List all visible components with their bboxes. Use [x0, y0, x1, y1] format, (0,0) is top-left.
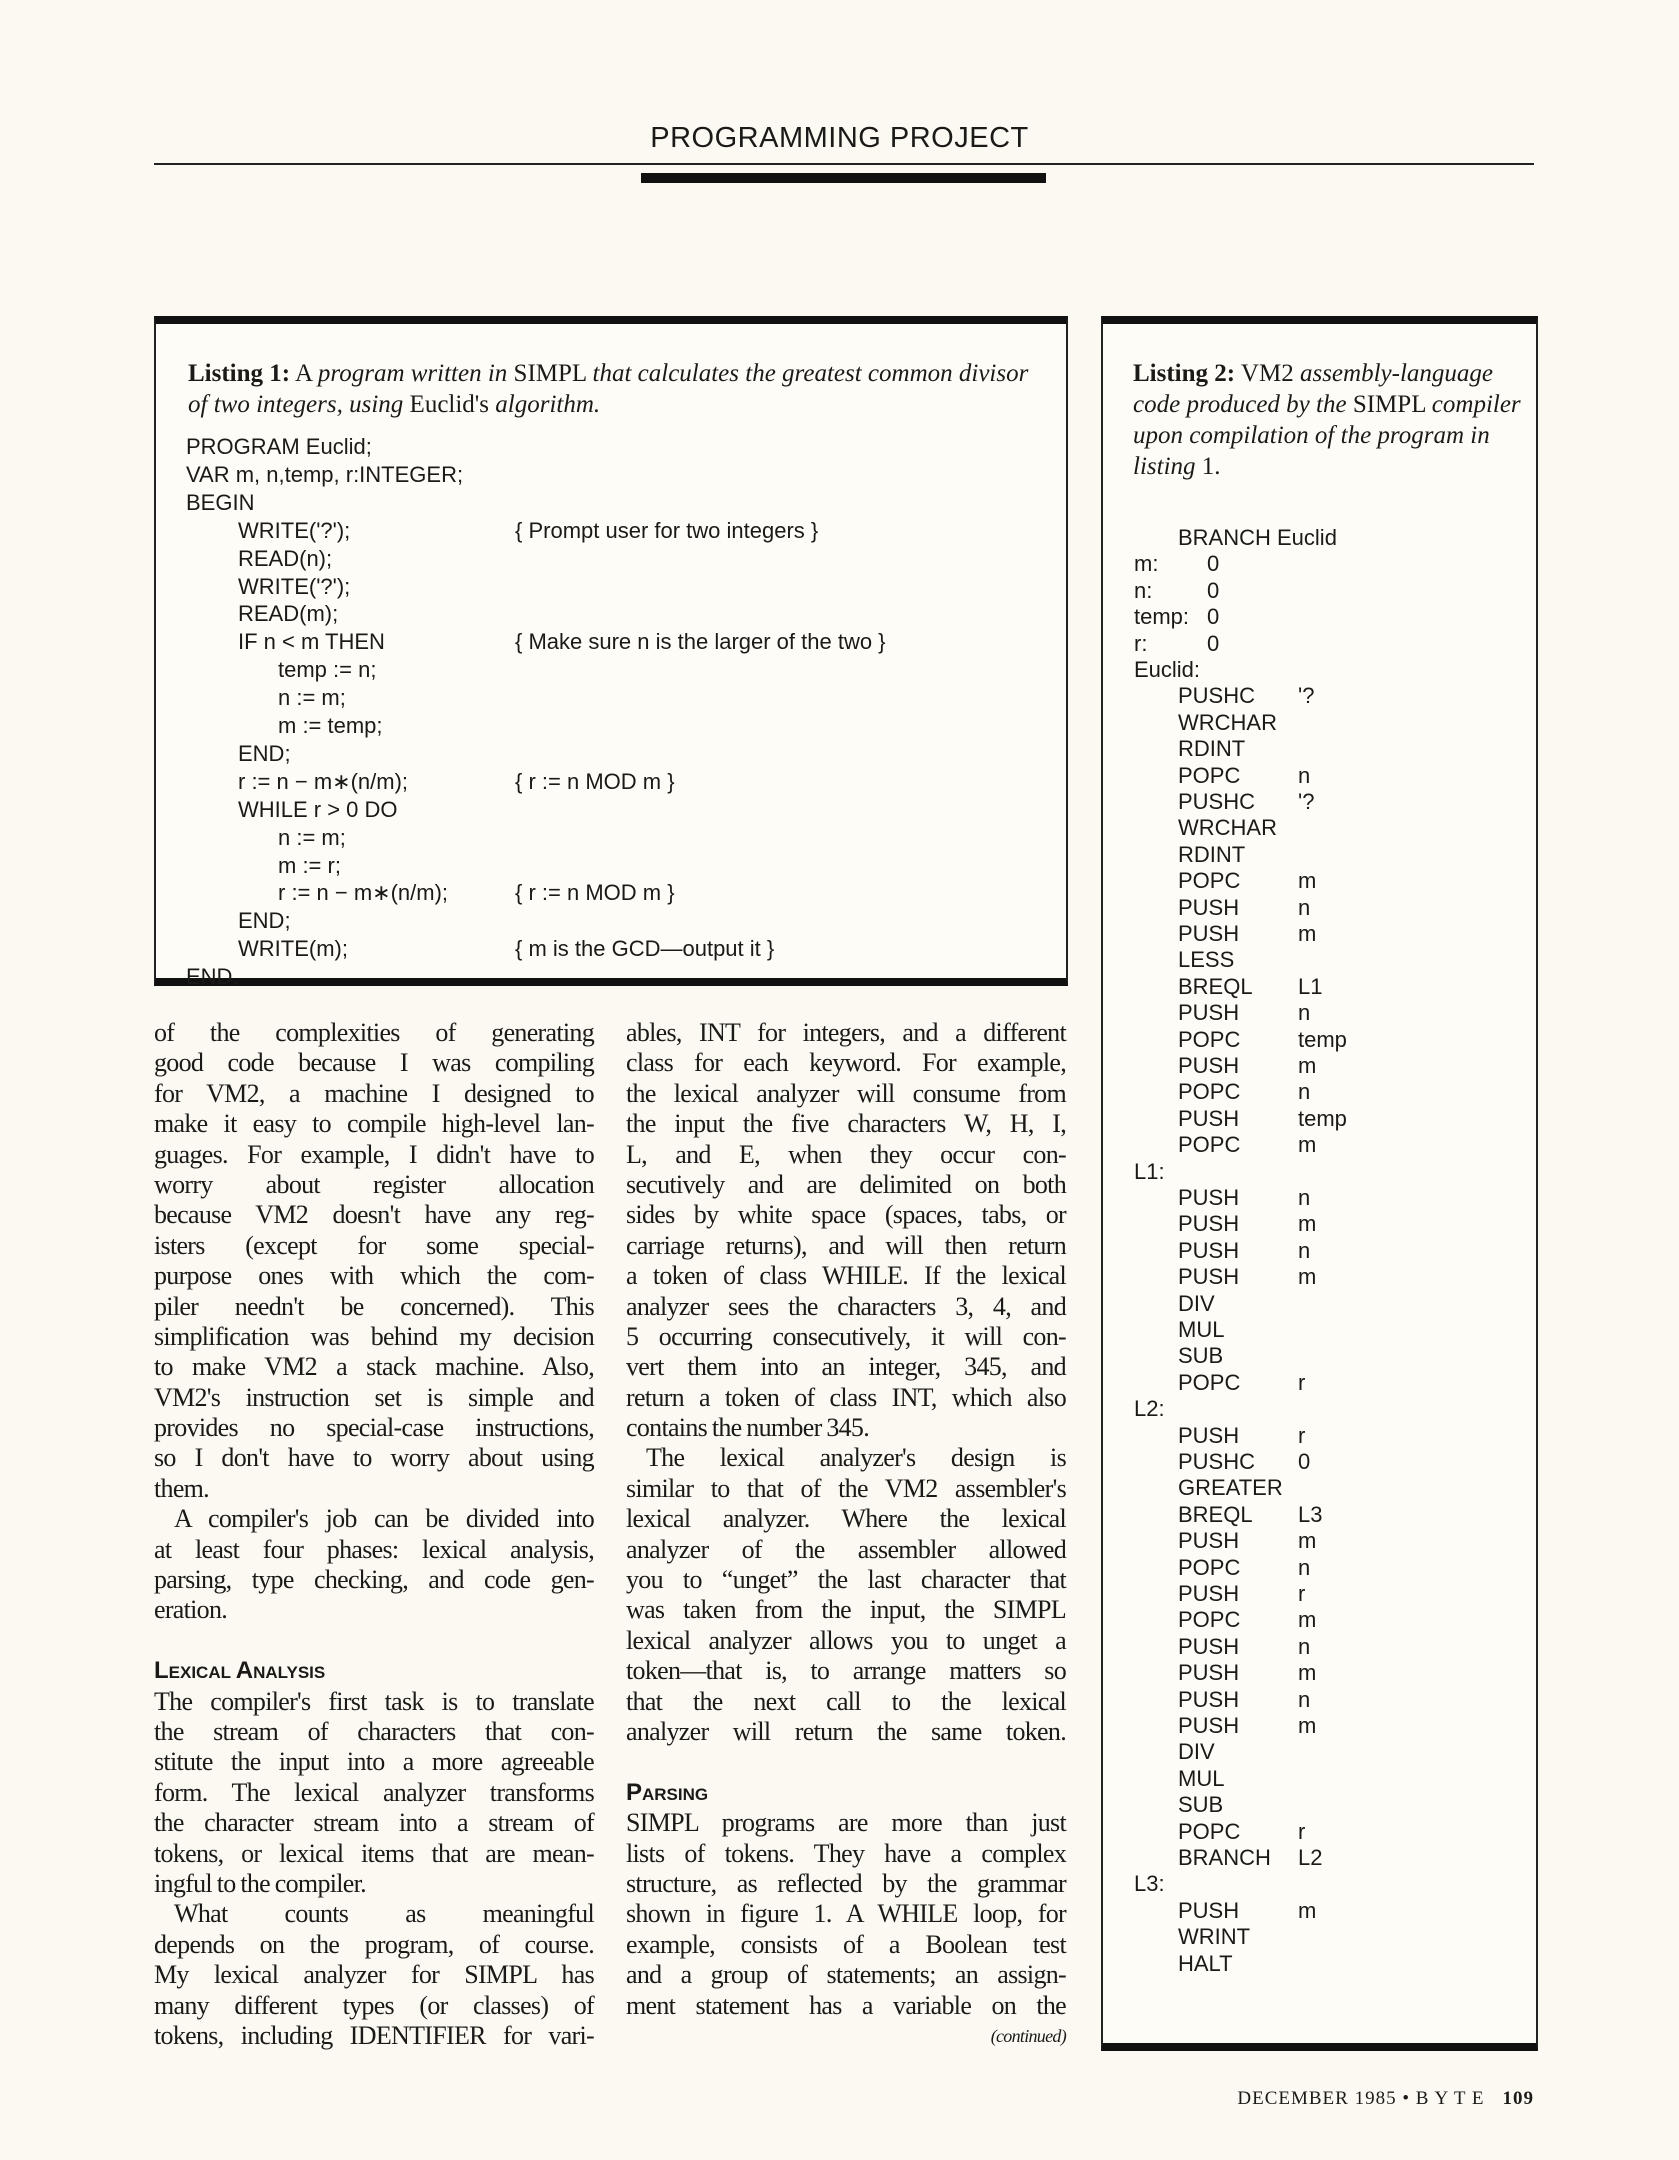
code-comment: { m is the GCD—output it }	[515, 936, 775, 962]
text-line: The compiler's first task is to translate	[154, 1686, 594, 1716]
text-line: carriage returns), and will then return	[626, 1230, 1066, 1260]
section-heading: Parsing	[626, 1778, 709, 1806]
asm-opcode: LESS	[1178, 947, 1235, 973]
caption-label: Listing 1:	[188, 360, 291, 387]
asm-operand: '?	[1298, 683, 1315, 709]
asm-operand: r	[1298, 1818, 1306, 1844]
asm-opcode: POPC	[1178, 1607, 1241, 1633]
asm-operand: r	[1298, 1581, 1306, 1606]
asm-operand: m	[1298, 1264, 1317, 1290]
code-text: temp := n;	[278, 657, 377, 683]
text-line: eration.	[154, 1595, 228, 1625]
asm-opcode: SUB	[1178, 1792, 1224, 1818]
body-column-2	[626, 1018, 1066, 2051]
code-text: READ(n);	[238, 545, 333, 571]
asm-opcode: PUSH	[1178, 1897, 1240, 1923]
running-head: PROGRAMMING PROJECT	[650, 122, 1029, 154]
asm-operand: '?	[1298, 789, 1315, 814]
asm-opcode: POPC	[1178, 1818, 1241, 1844]
asm-operand: n	[1298, 1633, 1311, 1659]
text-line: My lexical analyzer for SIMPL has	[154, 1960, 594, 1990]
text-line: ables, INT for integers, and a different	[626, 1018, 1066, 1047]
code-comment: { r := n MOD m }	[515, 768, 675, 794]
asm-opcode: DIV	[1178, 1739, 1215, 1765]
asm-operand: m	[1298, 868, 1317, 894]
asm-opcode: PUSHC	[1178, 1449, 1256, 1474]
text-line: purpose ones with which the com-	[154, 1261, 594, 1291]
code-text: r := n − m∗(n/m);	[278, 880, 449, 906]
text-line: you to “unget” the last character that	[626, 1565, 1066, 1595]
asm-opcode: PUSH	[1178, 1686, 1240, 1712]
text-line: that the next call to the lexical	[626, 1686, 1066, 1716]
asm-opcode: POPC	[1178, 1026, 1241, 1052]
text-line: L, and E, when they occur con-	[626, 1139, 1066, 1169]
code-text: m := r;	[278, 852, 341, 878]
asm-opcode: PUSH	[1178, 1660, 1240, 1686]
text-line: piler needn't be concerned). This	[154, 1291, 594, 1321]
asm-opcode: PUSH	[1178, 1211, 1240, 1237]
text-line	[626, 1747, 1066, 1777]
code-comment: { Prompt user for two integers }	[515, 517, 819, 543]
asm-opcode: POPC	[1178, 868, 1241, 894]
asm-label: m:	[1134, 551, 1159, 577]
asm-opcode: PUSH	[1178, 1264, 1240, 1290]
asm-operand: L1	[1298, 973, 1323, 999]
asm-opcode: PUSH	[1178, 1528, 1240, 1554]
asm-operand: 0	[1207, 551, 1220, 577]
text-line: a token of class WHILE. If the lexical	[626, 1261, 1066, 1291]
asm-opcode: PUSH	[1178, 921, 1240, 946]
caption-text: VM2	[1240, 360, 1294, 387]
asm-operand: m	[1298, 1897, 1317, 1923]
asm-operand: n	[1298, 762, 1311, 788]
header-bar	[641, 173, 1046, 183]
text-line: many different types (or classes) of	[154, 1990, 594, 2020]
asm-label: Euclid:	[1134, 657, 1201, 682]
caption-text: assembly-language code produced by the	[1133, 360, 1493, 418]
text-line	[154, 1626, 594, 1656]
asm-operand: m	[1298, 1528, 1317, 1554]
asm-opcode: PUSHC	[1178, 683, 1256, 709]
caption-text: Euclid's	[409, 391, 490, 418]
continued-note: (continued)	[990, 2025, 1066, 2046]
asm-opcode: GREATER	[1178, 1475, 1283, 1501]
text-line: the stream of characters that con-	[154, 1716, 594, 1746]
text-line: tokens, including IDENTIFIER for vari-	[154, 2020, 594, 2050]
text-line: analyzer sees the characters 3, 4, and	[626, 1291, 1066, 1321]
text-line: What counts as meaningful	[174, 1899, 594, 1929]
page-footer	[1237, 2088, 1534, 2110]
asm-opcode: BREQL	[1178, 1501, 1253, 1527]
caption-text: that calculates the greatest common divisor of two integers, using	[188, 360, 1029, 418]
asm-opcode: PUSH	[1178, 1713, 1240, 1738]
asm-label: L2:	[1134, 1396, 1165, 1422]
code-text: WRITE(m);	[238, 936, 348, 962]
asm-opcode: BRANCH	[1178, 1845, 1271, 1870]
text-line: for VM2, a machine I designed to	[154, 1078, 594, 1108]
code-text: VAR m, n,temp, r:INTEGER;	[186, 461, 464, 487]
asm-operand: m	[1298, 1713, 1317, 1738]
caption-text: 1.	[1201, 453, 1221, 480]
text-line: similar to that of the VM2 assembler's	[626, 1473, 1066, 1503]
text-line: token—that is, to arrange matters so	[626, 1656, 1066, 1686]
text-line: was taken from the input, the SIMPL	[626, 1595, 1066, 1625]
text-line: VM2's instruction set is simple and	[154, 1382, 594, 1412]
asm-operand: n	[1298, 1000, 1311, 1026]
asm-opcode: BREQL	[1178, 973, 1253, 999]
asm-opcode: POPC	[1178, 1369, 1241, 1395]
asm-opcode: POPC	[1178, 1132, 1241, 1158]
asm-opcode: POPC	[1178, 762, 1241, 788]
text-line: isters (except for some special-	[154, 1230, 594, 1260]
footer-issue: DECEMBER 1985 • B Y T E	[1237, 2088, 1485, 2109]
code-text: READ(m);	[238, 601, 339, 627]
asm-opcode: MUL	[1178, 1765, 1225, 1791]
asm-opcode: RDINT	[1178, 736, 1246, 762]
code-text: n := m;	[278, 685, 346, 711]
body-column-1	[154, 1018, 594, 2051]
page-number: 109	[1502, 2088, 1534, 2109]
text-line: ment statement has a variable on the	[626, 1990, 1066, 2020]
asm-operand: m	[1298, 1660, 1317, 1686]
asm-operand: n	[1298, 1686, 1311, 1712]
asm-opcode: POPC	[1178, 1554, 1241, 1580]
text-line: analyzer of the assembler allowed	[626, 1534, 1066, 1564]
text-line: lists of tokens. They have a complex	[626, 1838, 1066, 1868]
asm-operand: n	[1298, 1185, 1311, 1210]
asm-label: n:	[1134, 577, 1153, 603]
text-line: lexical analyzer. Where the lexical	[626, 1504, 1066, 1534]
text-line: parsing, type checking, and code gen-	[154, 1565, 594, 1595]
asm-operand: m	[1298, 1211, 1317, 1237]
text-line: guages. For example, I didn't have to	[154, 1139, 594, 1169]
asm-opcode: PUSH	[1178, 1422, 1240, 1448]
text-line: good code because I was compiling	[154, 1048, 594, 1078]
asm-operand: L2	[1298, 1845, 1323, 1870]
asm-operand: m	[1298, 1607, 1317, 1633]
text-line: at least four phases: lexical analysis,	[154, 1534, 594, 1564]
listing-1-caption	[188, 358, 1048, 420]
text-line: structure, as reflected by the grammar	[626, 1868, 1066, 1898]
text-line: the input the five characters W, H, I,	[626, 1109, 1066, 1139]
caption-text: SIMPL	[1352, 391, 1426, 418]
section-heading: Lexical Analysis	[154, 1657, 326, 1685]
text-line: 5 occurring consecutively, it will con-	[626, 1321, 1066, 1351]
text-line: class for each keyword. For example,	[626, 1048, 1066, 1078]
text-line: A compiler's job can be divided into	[174, 1504, 594, 1534]
code-text: WRITE('?');	[238, 573, 351, 599]
code-text: END;	[238, 740, 291, 766]
asm-operand: n	[1298, 1554, 1311, 1580]
text-line: shown in figure 1. A WHILE loop, for	[626, 1899, 1066, 1929]
text-line: form. The lexical analyzer transforms	[154, 1777, 594, 1807]
text-line: to make VM2 a stack machine. Also,	[154, 1352, 594, 1382]
code-text: END;	[238, 908, 291, 934]
asm-opcode: WRINT	[1178, 1924, 1251, 1950]
asm-opcode: PUSH	[1178, 1633, 1240, 1659]
caption-text: compiler upon compilation of the program in listing	[1133, 391, 1521, 480]
code-text: r := n − m∗(n/m);	[238, 768, 409, 794]
asm-operand: 0	[1298, 1449, 1311, 1474]
code-text: n := m;	[278, 824, 346, 850]
text-line: The lexical analyzer's design is	[646, 1443, 1066, 1473]
text-line: the character stream into a stream of	[154, 1808, 594, 1838]
asm-operand: m	[1298, 1053, 1317, 1078]
listing-2-box	[1101, 316, 1538, 2051]
listing-2-caption	[1133, 358, 1523, 482]
asm-opcode: RDINT	[1178, 841, 1246, 867]
text-line: return a token of class INT, which also	[626, 1382, 1066, 1412]
asm-opcode: PUSH	[1178, 1185, 1240, 1210]
asm-operand: 0	[1207, 630, 1220, 656]
text-line: stitute the input into a more agreeable	[154, 1747, 594, 1777]
asm-operand: temp	[1298, 1105, 1347, 1131]
text-line: so I don't have to worry about using	[154, 1443, 594, 1473]
code-comment: { r := n MOD m }	[515, 880, 675, 906]
text-line: simplification was behind my decision	[154, 1321, 594, 1351]
asm-operand: n	[1298, 1237, 1311, 1263]
asm-opcode: POPC	[1178, 1079, 1241, 1105]
asm-label: L1:	[1134, 1158, 1165, 1184]
code-text: m := temp;	[278, 713, 383, 738]
code-text: WHILE r > 0 DO	[238, 796, 398, 822]
code-text: WRITE('?');	[238, 517, 351, 543]
text-line: example, consists of a Boolean test	[626, 1929, 1066, 1959]
text-line: vert them into an integer, 345, and	[626, 1352, 1066, 1382]
text-line: secutively and are delimited on both	[626, 1169, 1066, 1199]
asm-opcode: PUSH	[1178, 1581, 1240, 1606]
text-line: make it easy to compile high-level lan-	[154, 1109, 594, 1139]
text-line: lexical analyzer allows you to unget a	[626, 1625, 1066, 1655]
asm-label: L3:	[1134, 1871, 1165, 1897]
caption-text: algorithm.	[495, 391, 601, 418]
text-line: worry about register allocation	[154, 1169, 594, 1199]
caption-text: program written in	[317, 360, 508, 387]
asm-operand: m	[1298, 1132, 1317, 1158]
text-line: them.	[154, 1473, 209, 1503]
text-line: of the complexities of generating	[154, 1018, 594, 1047]
text-line: provides no special-case instructions,	[154, 1413, 594, 1443]
code-text: BEGIN	[186, 489, 255, 515]
asm-opcode: WRCHAR	[1178, 709, 1277, 735]
asm-opcode: PUSHC	[1178, 789, 1256, 814]
asm-operand: 0	[1207, 577, 1220, 603]
caption-label: Listing 2:	[1133, 360, 1236, 387]
code-text: END.	[186, 964, 239, 990]
text-line: tokens, or lexical items that are mean-	[154, 1838, 594, 1868]
asm-operand: temp	[1298, 1026, 1347, 1052]
text-line: contains the number 345.	[626, 1413, 870, 1443]
code-text: PROGRAM Euclid;	[186, 434, 372, 459]
caption-text: A	[294, 360, 312, 387]
asm-opcode: PUSH	[1178, 1105, 1240, 1131]
asm-operand: L3	[1298, 1501, 1323, 1527]
text-line: SIMPL programs are more than just	[626, 1808, 1066, 1838]
asm-opcode: PUSH	[1178, 1000, 1240, 1026]
code-text: IF n < m THEN	[238, 629, 385, 655]
asm-opcode: BRANCH Euclid	[1178, 525, 1337, 550]
text-line: because VM2 doesn't have any reg-	[154, 1200, 594, 1230]
asm-operand: n	[1298, 894, 1311, 920]
text-line: ingful to the compiler.	[154, 1868, 366, 1898]
code-comment: { Make sure n is the larger of the two }	[515, 629, 886, 655]
asm-label: r:	[1134, 630, 1148, 656]
asm-opcode: PUSH	[1178, 894, 1240, 920]
listing-1-box	[154, 316, 1068, 990]
asm-operand: m	[1298, 921, 1317, 946]
text-line: analyzer will return the same token.	[626, 1716, 1066, 1746]
asm-operand: n	[1298, 1079, 1311, 1105]
asm-opcode: HALT	[1178, 1950, 1233, 1976]
asm-operand: 0	[1207, 604, 1220, 630]
text-line: sides by white space (spaces, tabs, or	[626, 1200, 1066, 1230]
asm-opcode: DIV	[1178, 1290, 1215, 1316]
header-rule	[154, 163, 1534, 165]
asm-operand: r	[1298, 1422, 1306, 1448]
asm-operand: r	[1298, 1369, 1306, 1395]
asm-opcode: SUB	[1178, 1343, 1224, 1369]
caption-text: SIMPL	[513, 360, 587, 387]
asm-opcode: WRCHAR	[1178, 815, 1277, 841]
asm-opcode: PUSH	[1178, 1237, 1240, 1263]
text-line: depends on the program, of course.	[154, 1929, 594, 1959]
asm-opcode: PUSH	[1178, 1053, 1240, 1078]
text-line: the lexical analyzer will consume from	[626, 1078, 1066, 1108]
asm-opcode: MUL	[1178, 1317, 1225, 1342]
text-line: and a group of statements; an assign-	[626, 1960, 1066, 1990]
asm-label: temp:	[1134, 604, 1190, 630]
